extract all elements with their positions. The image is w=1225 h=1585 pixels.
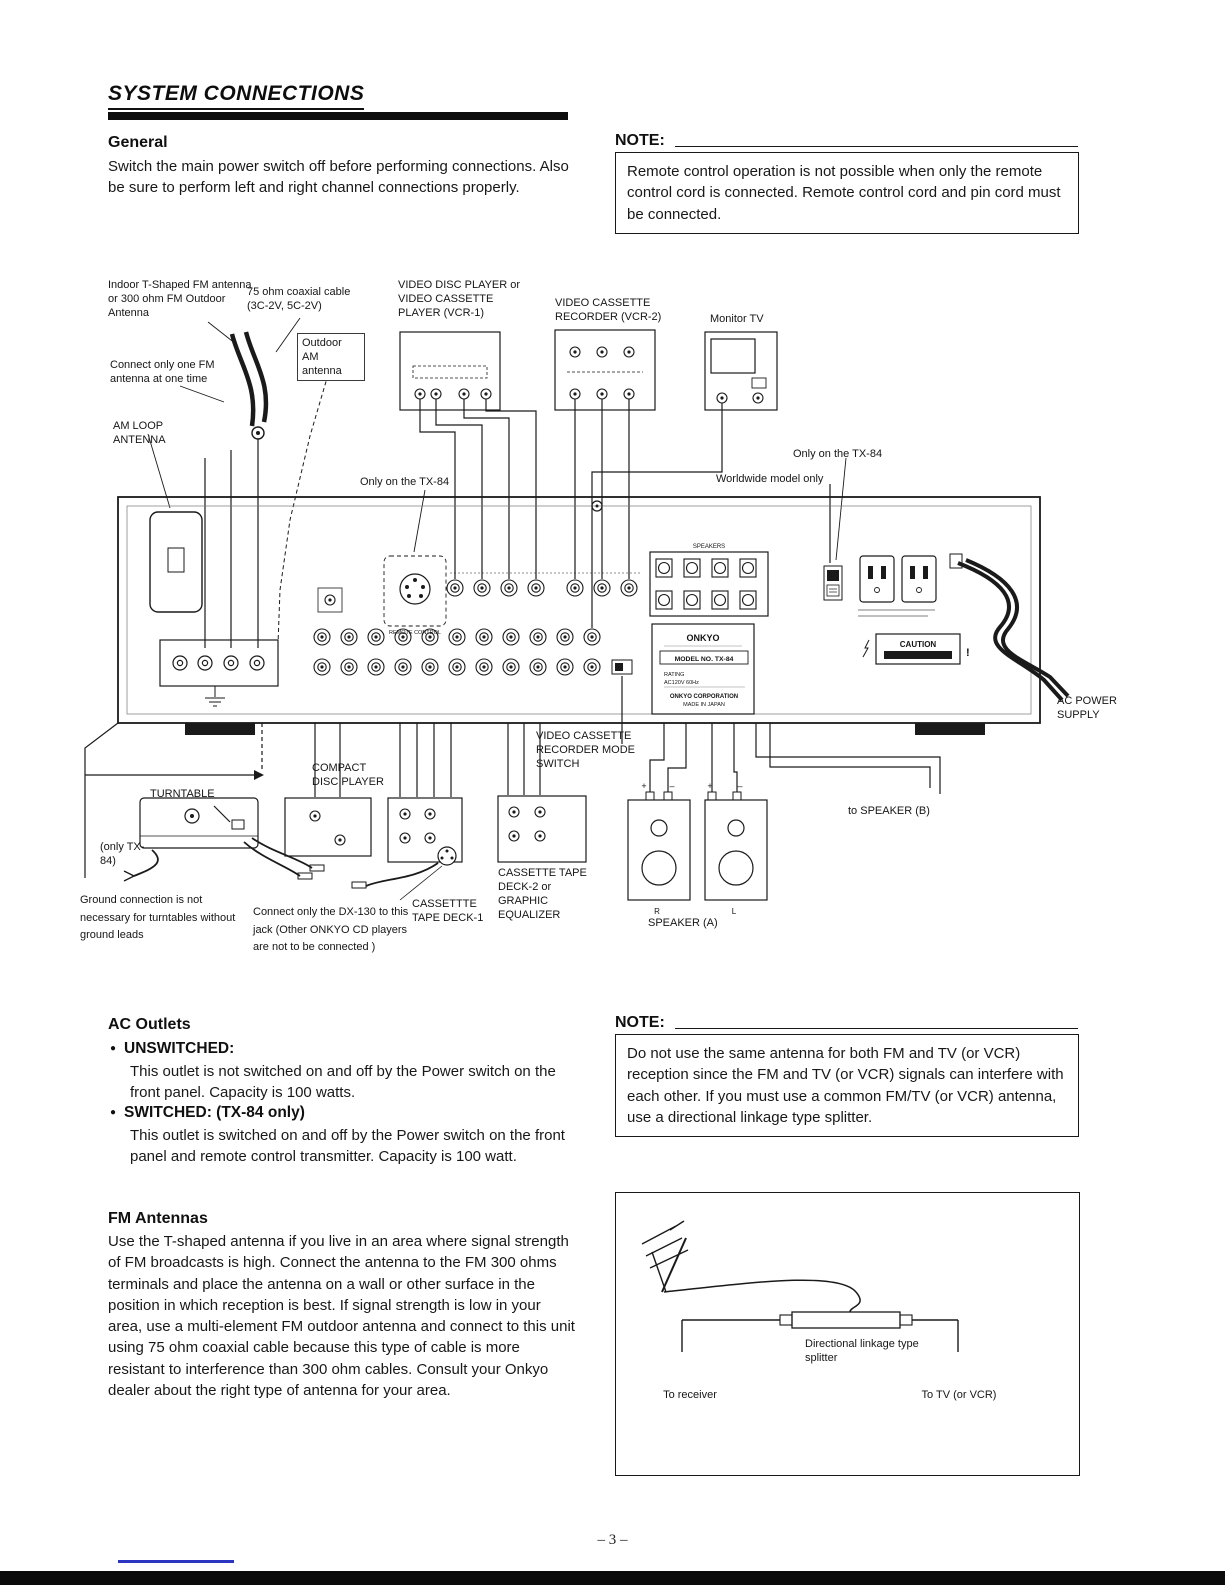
- label-outdoor-am: Outdoor AM antenna: [297, 333, 365, 381]
- vcr-mode-switch: [612, 660, 632, 674]
- note1-heading-row: [615, 132, 1078, 150]
- note1-heading: NOTE:: [615, 132, 665, 149]
- power-cord: [950, 554, 1068, 700]
- unswitched-label: UNSWITCHED:: [124, 1040, 235, 1057]
- splitter-body: [780, 1312, 912, 1328]
- label-vcr-mode-switch: VIDEO CASSETTE RECORDER MODE SWITCH: [536, 730, 636, 771]
- label-tape-deck2: CASSETTE TAPE DECK-2 or GRAPHIC EQUALIZER: [498, 867, 587, 922]
- bullet-icon: ●: [110, 1107, 117, 1118]
- cd-player-box: [285, 798, 371, 856]
- ac-outlet-unswitched: [902, 556, 936, 602]
- general-body: Switch the main power switch off before performing connections. Also be sure to perform left and right channel connections properly.: [108, 158, 569, 197]
- note2-heading: NOTE:: [615, 1014, 665, 1031]
- label-fm-antenna: Indoor T-Shaped FM antenna or 300 ohm FM Outdoor Antenna: [108, 279, 252, 320]
- label-turntable: TURNTABLE: [150, 788, 215, 800]
- panel-rating: RATING: [664, 672, 685, 678]
- speaker-r-plus: +: [641, 781, 647, 791]
- speaker-l-box: [705, 800, 767, 900]
- label-worldwide: Worldwide model only: [716, 473, 824, 485]
- speaker-l-minus: –: [737, 781, 743, 791]
- label-am-loop: AM LOOP ANTENNA: [113, 420, 166, 447]
- panel-speakers-label: SPEAKERS: [692, 544, 726, 550]
- label-tape-deck1: CASSETTTE TAPE DECK-1: [412, 898, 484, 925]
- label-speaker-a: SPEAKER (A): [648, 917, 718, 929]
- label-dx130-note: Connect only the DX-130 to this jack (Other ONKYO CD players are not to be connected ): [253, 906, 409, 954]
- label-monitor-tv: Monitor TV: [710, 313, 764, 325]
- panel-made: MADE IN JAPAN: [683, 702, 725, 708]
- label-cd-player: COMPACT DISC PLAYER: [312, 762, 384, 789]
- fm-antennas-heading: FM Antennas: [108, 1210, 208, 1227]
- label-splitter: Directional linkage type splitter: [805, 1338, 919, 1365]
- label-only-tx84-left: Only on the TX-84: [360, 476, 450, 488]
- label-only-tx84-small: (only TX-84): [100, 841, 145, 868]
- note1-box: Remote control operation is not possible when only the remote control cord is connected. Remote control cord and pin cord must be connected.: [615, 152, 1079, 234]
- speaker-l-label: L: [731, 907, 737, 916]
- switched-item: [110, 1104, 305, 1122]
- label-speaker-b: to SPEAKER (B): [848, 805, 930, 817]
- speaker-l-plus: +: [707, 781, 713, 791]
- page-number: – 3 –: [597, 1532, 628, 1548]
- speaker-r-box: [628, 800, 690, 900]
- caution-plate: [863, 634, 960, 664]
- panel-corp: ONKYO CORPORATION: [669, 694, 739, 700]
- remote-din-socket: [384, 556, 446, 626]
- label-only-tx84-right: Only on the TX-84: [793, 448, 883, 460]
- tape-deck1-box: [388, 798, 462, 865]
- panel-caution: CAUTION: [899, 640, 937, 649]
- note2-heading-row: [615, 1014, 1078, 1032]
- switched-body: This outlet is switched on and off by the Power switch on the front panel and remote control transmitter. Capacity is 100 watt.: [130, 1127, 565, 1166]
- panel-brand: ONKYO: [686, 633, 720, 643]
- receiver-rear-panel: [118, 497, 1068, 735]
- bullet-icon: ●: [110, 1043, 117, 1054]
- note2-box: Do not use the same antenna for both FM and TV (or VCR) reception since the FM and TV (or VCR) signals can interfere with each other. If you must use a common FM/TV (or VCR) antenna, use a directional linkage type splitter.: [615, 1034, 1079, 1137]
- note2-rule: [675, 1028, 1078, 1029]
- title-underline-bar: [108, 112, 568, 120]
- unswitched-body: This outlet is not switched on and off by the Power switch on the front panel. Capacity is 100 watts.: [130, 1063, 556, 1102]
- voltage-selector-switch: [824, 566, 842, 600]
- panel-rating2: AC120V 60Hz: [664, 680, 699, 686]
- label-coax: 75 ohm coaxial cable (3C-2V, 5C-2V): [247, 286, 351, 313]
- page-title: SYSTEM CONNECTIONS: [108, 82, 364, 110]
- label-ac-power: AC POWER SUPPLY: [1057, 695, 1117, 722]
- label-vcr2: VIDEO CASSETTE RECORDER (VCR-2): [555, 297, 662, 324]
- panel-remote-label: REMOTE CONTROL: [389, 630, 441, 636]
- label-to-receiver: To receiver: [663, 1389, 717, 1401]
- note1-rule: [675, 146, 1078, 147]
- tape-deck2-box: [498, 796, 586, 862]
- unswitched-item: [110, 1040, 234, 1058]
- panel-model: MODEL NO. TX-84: [674, 656, 734, 663]
- speaker-r-minus: –: [669, 781, 675, 791]
- panel-exclamation: !: [966, 647, 970, 659]
- speaker-terminal-block: [650, 552, 768, 616]
- vcr2-box: [555, 330, 655, 410]
- general-heading: General: [108, 134, 168, 151]
- speaker-r-label: R: [654, 907, 660, 916]
- vcr1-box: [400, 332, 500, 410]
- monitor-tv-box: [705, 332, 777, 410]
- label-ground-note: Ground connection is not necessary for turntables without ground leads: [80, 894, 236, 942]
- ac-outlets-heading: AC Outlets: [108, 1016, 191, 1033]
- scan-blue-mark: [118, 1560, 234, 1563]
- fm-twinlead-cable: [232, 332, 266, 439]
- fm-antennas-body: Use the T-shaped antenna if you live in an area where signal strength of FM broadcasts is high. Connect the antenna to the FM 300 ohms terminals and place the antenna on a wall or other surface in the position in which reception is best. If signal strength is low in your area, use a multi-element FM outdoor antenna and connect to this unit using 75 ohm coaxial cable because this type of cable is more resistant to interference than 300 ohm cables. Consult your Onkyo dealer about the right type of antenna for your area.: [108, 1233, 575, 1400]
- switched-label: SWITCHED: (TX-84 only): [124, 1104, 305, 1121]
- label-video-disc-player: VIDEO DISC PLAYER or VIDEO CASSETTE PLAYER (VCR-1): [398, 279, 521, 320]
- ac-outlet-switched: [860, 556, 894, 602]
- label-to-tv: To TV (or VCR): [921, 1389, 997, 1401]
- scan-edge-bar: [0, 1571, 1225, 1585]
- splitter-diagram-art: [615, 1192, 1078, 1474]
- label-one-fm: Connect only one FM antenna at one time: [110, 359, 215, 386]
- tv-antenna-icon: [642, 1221, 688, 1292]
